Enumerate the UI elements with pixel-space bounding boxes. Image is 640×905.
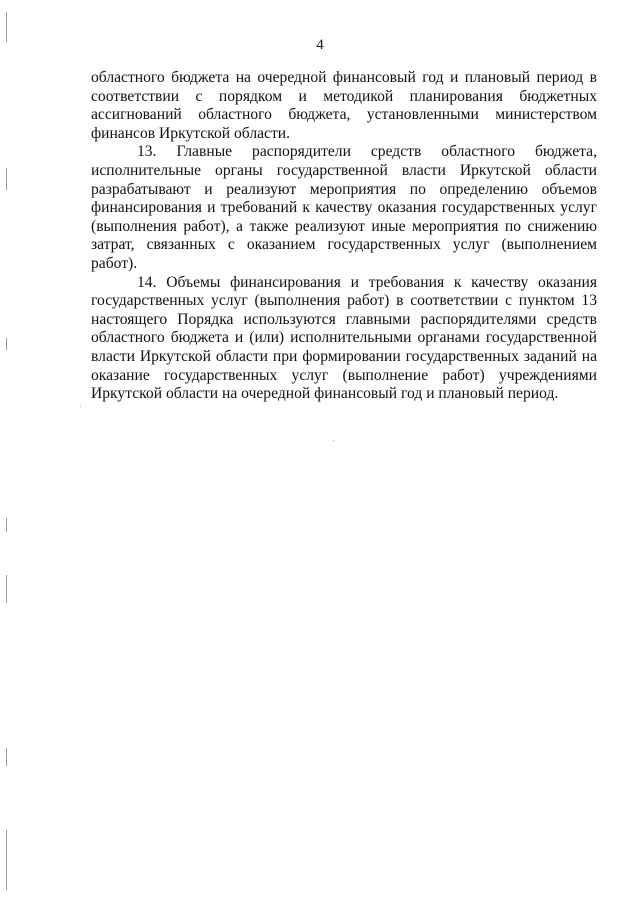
paragraph-13: 13. Главные распорядители средств областного бюджета, исполнительные органы государственной власти Иркутской области разрабатывают и реализуют мероприятия по определению объемов финансирования и требований к качеству оказания государственных услуг (выполнения работ), а также реализуют иные мероприятия по снижению затрат, связанных с оказанием государственных услуг (выполнением работ). — [91, 143, 597, 272]
document-body — [91, 69, 597, 404]
scan-edge-mark — [6, 168, 7, 190]
scan-speck — [80, 406, 81, 407]
scan-edge-mark — [6, 575, 7, 603]
scan-edge-mark — [6, 830, 7, 890]
scan-edge-mark — [6, 748, 7, 766]
paragraph-14: 14. Объемы финансирования и требования к качеству оказания государственных услуг (выполнения работ) в соответствии с пунктом 13 настоящего Порядка используются главными распорядителями средств областного бюджета и (или) исполнительными органами государственной власти Иркутской области при формировании государственных заданий на оказание государственных услуг (выполнение работ) учреждениями Иркутской области на очередной финансовый год и плановый период. — [91, 273, 597, 403]
scan-edge-mark — [6, 338, 7, 350]
paragraph-continuation: областного бюджета на очередной финансовый год и плановый период в соответствии с порядком и методикой планирования бюджетных ассигнований областного бюджета, установленными министерством финансов Иркутской области. — [91, 69, 597, 142]
scan-edge-mark — [6, 518, 7, 532]
page-number: 4 — [316, 37, 324, 53]
scan-speck — [333, 440, 334, 441]
